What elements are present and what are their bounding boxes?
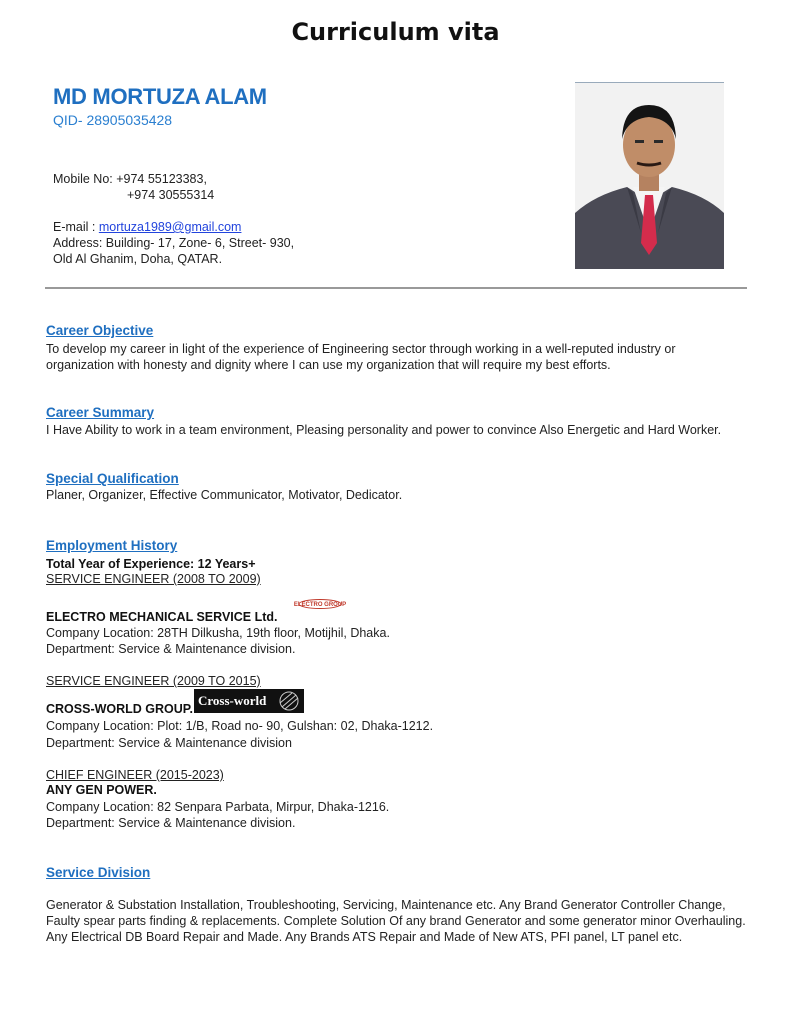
special-qualification-heading: Special Qualification [46, 471, 179, 486]
special-qualification-text: Planer, Organizer, Effective Communicator, Motivator, Dedicator. [46, 488, 403, 502]
qid-number: QID- 28905035428 [53, 112, 173, 128]
profile-photo [575, 82, 724, 269]
candidate-name: MD MORTUZA ALAM [53, 84, 267, 109]
email-row [53, 219, 241, 235]
job-department-1: Department: Service & Maintenance division. [46, 642, 296, 656]
job-company-2: CROSS-WORLD GROUP. [46, 702, 193, 716]
email-link[interactable]: mortuza1989@gmail.com [98, 220, 242, 234]
job-location-2: Company Location: Plot: 1/B, Road no- 90, Gulshan: 02, Dhaka-1212. [46, 719, 434, 733]
service-division-text: Generator & Substation Installation, Troubleshooting, Servicing, Maintenance etc. Any Brand Generator Controller Change, Faulty spear parts finding & replacements. Complete Solution Of any brand Generator and some generator minor Overhauling. Any Electrical DB Board Repair and Made. Any Brands ATS Repair and Made of New ATS, PFI panel, LT panel etc. [46, 898, 746, 944]
document-title: Curriculum vita [291, 18, 500, 46]
job-department-2: Department: Service & Maintenance division [46, 736, 292, 750]
cross-world-logo [194, 689, 304, 713]
job-location-3: Company Location: 82 Senpara Parbata, Mirpur, Dhaka-1216. [46, 800, 390, 814]
job-company-3: ANY GEN POWER. [46, 783, 157, 797]
career-objective-text: To develop my career in light of the experience of Engineering sector through working in a well-reputed industry or organization with honesty and dignity where I can use my organization that will require my best efforts. [46, 342, 676, 372]
globe-stripes-icon [276, 691, 302, 711]
mobile-line-2: +974 30555314 [127, 188, 215, 202]
career-summary-text: I Have Ability to work in a team environment, Pleasing personality and power to convince Also Energetic and Hard Worker. [46, 423, 722, 437]
mobile-line-1: Mobile No: +974 55123383, [53, 172, 207, 186]
job-location-1: Company Location: 28TH Dilkusha, 19th floor, Motijhil, Dhaka. [46, 626, 390, 640]
header-divider [45, 287, 747, 289]
career-objective-heading: Career Objective [46, 323, 154, 338]
address-line-2: Old Al Ghanim, Doha, QATAR. [53, 252, 223, 266]
electro-group-logo [293, 599, 347, 609]
email-label: E-mail : [53, 220, 99, 234]
job-title-3: CHIEF ENGINEER (2015-2023) [46, 768, 224, 782]
job-department-3: Department: Service & Maintenance division. [46, 816, 296, 830]
person-portrait-icon [575, 83, 724, 269]
job-title-2: SERVICE ENGINEER (2009 TO 2015) [46, 674, 261, 688]
job-title-1: SERVICE ENGINEER (2008 TO 2009) [46, 572, 261, 586]
address-line-1: Address: Building- 17, Zone- 6, Street- 930, [53, 236, 295, 250]
career-summary-heading: Career Summary [46, 405, 155, 420]
cross-world-logo-text: Cross-world [198, 693, 267, 708]
job-company-1: ELECTRO MECHANICAL SERVICE Ltd. [46, 610, 278, 624]
employment-history-heading: Employment History [46, 538, 178, 553]
electro-logo-text: ELECTRO GROUP [293, 602, 347, 608]
total-experience: Total Year of Experience: 12 Years+ [46, 557, 256, 571]
service-division-heading: Service Division [46, 865, 151, 880]
